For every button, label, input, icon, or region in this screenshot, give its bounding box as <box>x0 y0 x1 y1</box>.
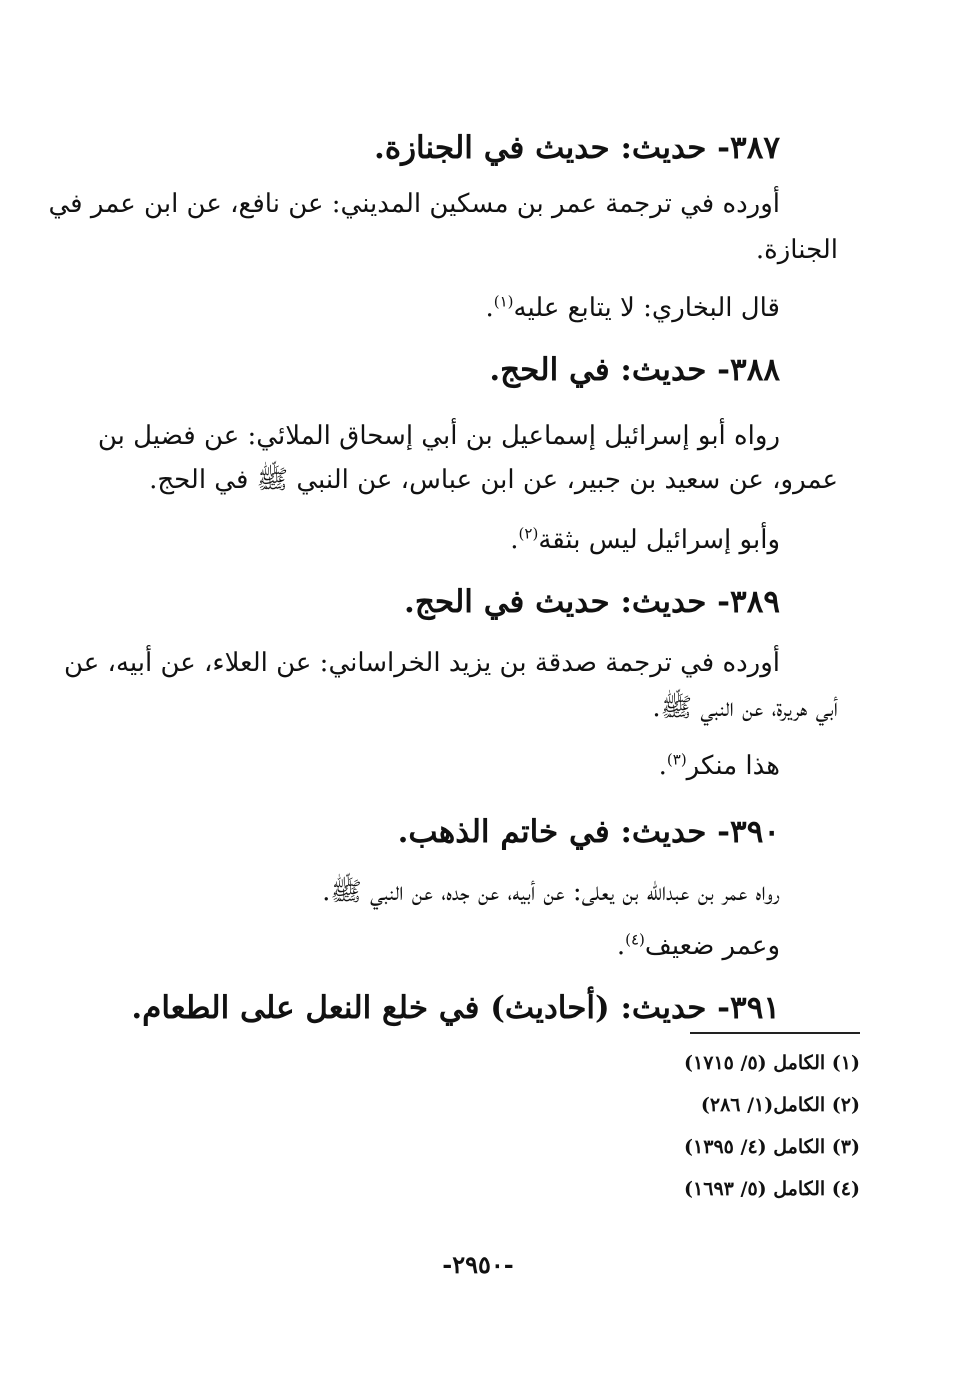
entry-text-line: رواه عمر بن عبدالله بن يعلى: عن أبيه، عن جده، عن النبي ﷺ. <box>322 877 780 907</box>
footnote: (٤) الكامل (٥/ ١٦٩٣) <box>684 1178 860 1200</box>
entry-heading-388: ٣٨٨- حديث: في الحج. <box>489 352 780 388</box>
page-number: -٢٩٥٠- <box>442 1250 514 1279</box>
entry-heading-391: ٣٩١- حديث: (أحاديث) في خلع النعل على الطعام. <box>131 990 780 1026</box>
footnote-reference: (٣) <box>666 750 687 769</box>
entry-text: قال البخاري: لا يتابع عليه <box>513 293 780 323</box>
entry-heading-390: ٣٩٠- حديث: في خاتم الذهب. <box>397 814 780 850</box>
entry-text-line: أبي هريرة، عن النبي ﷺ. <box>652 693 838 723</box>
entry-text-line <box>617 928 780 964</box>
full-stop: . <box>658 751 667 781</box>
entry-heading-387: ٣٨٧- حديث: حديث في الجنازة. <box>374 130 780 166</box>
entry-text-line: أورده في ترجمة صدقة بن يزيد الخراساني: عن العلاء، عن أبيه، عن <box>63 648 780 678</box>
footnote: (٣) الكامل (٤/ ١٣٩٥) <box>684 1136 860 1158</box>
footnote-reference: (٢) <box>518 524 539 543</box>
footnote: (٢) الكامل(١/ ٢٨٦) <box>700 1094 860 1116</box>
entry-text-line <box>510 522 780 558</box>
entry-text: وأبو إسرائيل ليس بثقة <box>538 525 780 555</box>
entry-text-line: عمرو، عن سعيد بن جبير، عن ابن عباس، عن النبي ﷺ في الحج. <box>149 465 838 495</box>
entry-text-line <box>659 748 780 784</box>
entry-text: هذا منكر <box>686 751 780 781</box>
footnote: (١) الكامل (٥/ ١٧١٥) <box>684 1052 860 1074</box>
entry-text-line: الجنازة. <box>755 235 838 265</box>
entry-text-line: أورده في ترجمة عمر بن مسكين المديني: عن نافع، عن ابن عمر في <box>48 189 780 219</box>
full-stop: . <box>485 293 494 323</box>
entry-heading-389: ٣٨٩- حديث: حديث في الحج. <box>404 584 780 620</box>
footnote-separator <box>690 1032 860 1034</box>
footnote-reference: (٤) <box>625 930 645 949</box>
entry-text-line: رواه أبو إسرائيل إسماعيل بن أبي إسحاق الملائي: عن فضيل بن <box>97 421 780 451</box>
entry-text: وعمر ضعيف <box>644 931 780 961</box>
full-stop: . <box>510 525 519 555</box>
footnote-reference: (١) <box>493 292 514 311</box>
full-stop: . <box>616 931 626 961</box>
entry-text-line <box>485 290 780 326</box>
